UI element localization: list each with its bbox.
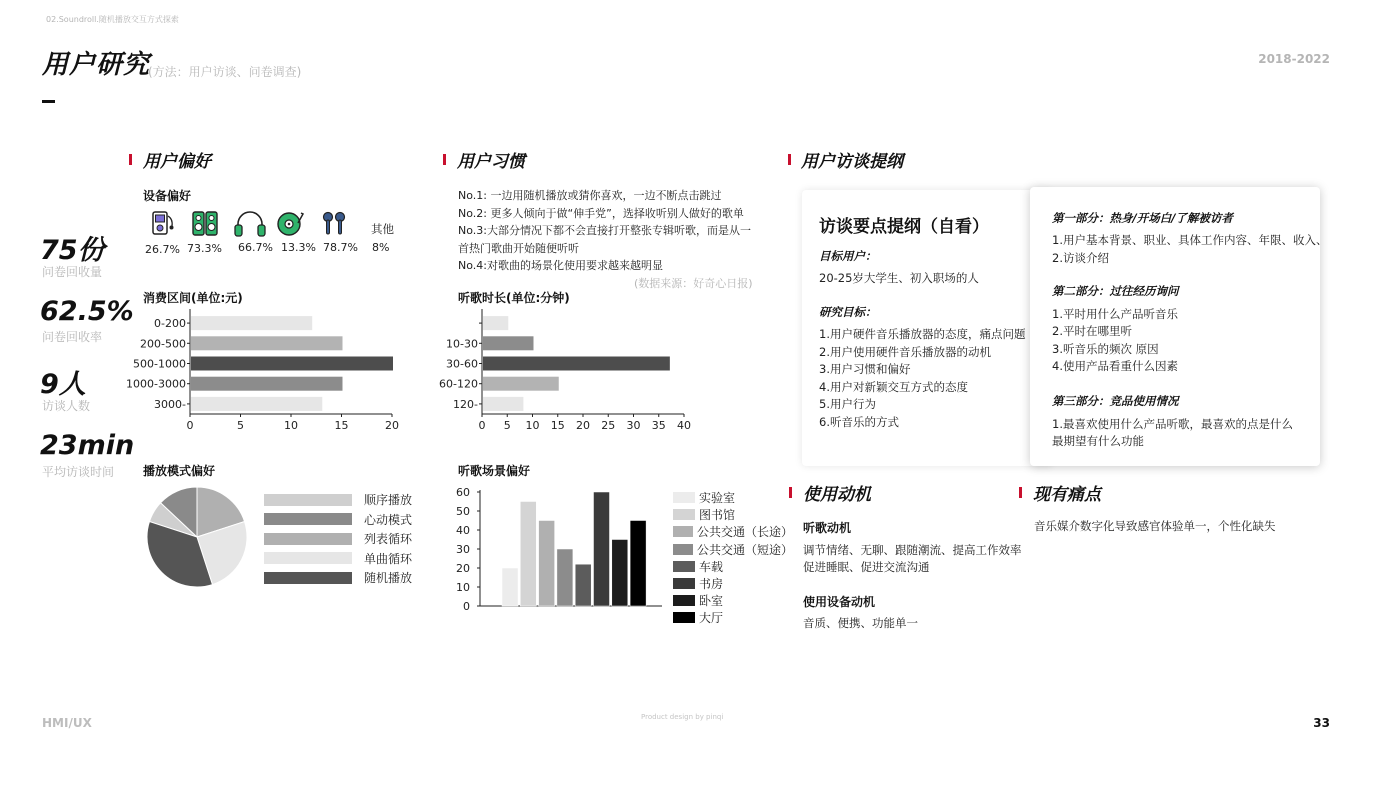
breadcrumb: 02.Soundroll.随机播放交互方式探索 (46, 15, 179, 24)
research-goal: 4.用户对新颖交互方式的态度 (819, 380, 968, 394)
playmode-pie-chart (146, 486, 248, 588)
section-marker (1019, 487, 1022, 498)
stat-interviewees-label: 访谈人数 (42, 399, 91, 413)
tick-label: 35 (651, 419, 666, 432)
legend-swatch (264, 552, 352, 564)
habit-line: No.2: 更多人倾向于做“伸手党”，选择收听别人做好的歌单 (458, 207, 744, 220)
legend-label: 车载 (699, 559, 724, 574)
tick-label: 500-1000 (133, 357, 186, 371)
section-marker (788, 154, 791, 165)
legend-swatch (264, 513, 352, 525)
tick-label: 0 (463, 600, 470, 613)
legend-item (264, 569, 424, 586)
spending-chart (120, 308, 410, 432)
bar (630, 521, 646, 607)
tick-label: 30-60 (446, 357, 478, 371)
legend-item (264, 530, 424, 547)
legend-item (264, 491, 424, 508)
tick-label: 40 (677, 419, 691, 432)
part2-line: 2.平时在哪里听 (1052, 324, 1132, 338)
research-goal: 1.用户硬件音乐播放器的态度，痛点问题 (819, 327, 1026, 341)
device-pct-turntable: 13.3% (281, 241, 316, 254)
tick-label: 20 (456, 562, 470, 575)
legend-label: 卧室 (699, 594, 724, 609)
footer-category: HMI/UX (42, 716, 92, 730)
legend-item (673, 523, 793, 540)
bar (502, 568, 518, 606)
legend-item (673, 592, 793, 609)
stat-return-rate: 62.5% (40, 296, 134, 327)
legend-label: 实验室 (699, 491, 736, 505)
scene-chart (446, 482, 666, 614)
page-number: 33 (1313, 716, 1330, 730)
bar (191, 336, 343, 350)
device-pct-speaker: 73.3% (187, 242, 222, 255)
page-subtitle: (方法：用户访谈、问卷调查) (148, 65, 302, 79)
year-range: 2018-2022 (1258, 52, 1330, 66)
bar (483, 357, 670, 371)
tick-label: 20 (576, 419, 590, 432)
part1-title: 第一部分：热身/开场白/了解被访者 (1052, 211, 1233, 225)
legend-swatch (673, 578, 695, 589)
interview-card-title: 访谈要点提纲（自看） (819, 217, 989, 237)
listen-motivation-line: 调节情绪、无聊、跟随潮流、提高工作效率 (803, 543, 1022, 557)
speaker-icon (191, 210, 219, 238)
legend-label: 图书馆 (699, 508, 736, 523)
stat-return-rate-label: 问卷回收率 (42, 330, 103, 344)
legend-item (673, 609, 793, 626)
legend-swatch (673, 526, 693, 537)
legend-label: 随机播放 (364, 571, 413, 586)
tick-label: 5 (503, 419, 511, 432)
stat-questionnaire-count: 75份 (40, 235, 105, 266)
bar (483, 377, 559, 391)
section-title-interview: 用户访谈提纲 (801, 152, 903, 172)
legend-label: 书房 (699, 577, 724, 591)
listen-motivation-heading: 听歌动机 (803, 521, 852, 535)
section-marker (789, 487, 792, 498)
bar (483, 397, 523, 411)
legend-item (673, 489, 793, 506)
device-other-label: 其他 (371, 222, 394, 236)
legend-item (264, 511, 424, 528)
part3-line: 1.最喜欢使用什么产品听歌，最喜欢的点是什么 (1052, 417, 1293, 431)
habit-line: 首热门歌曲开始随便听听 (458, 242, 579, 255)
tick-label: 40 (456, 524, 470, 537)
section-marker (443, 154, 446, 165)
tick-label: 10 (525, 419, 540, 432)
tick-label: 60 (456, 486, 470, 499)
tick-label: 1000-3000 (126, 377, 186, 391)
tick-label: 0 (186, 419, 194, 432)
section-title-habits: 用户习惯 (457, 152, 525, 172)
bar (557, 549, 573, 606)
target-user-text: 20-25岁大学生、初入职场的人 (819, 271, 979, 285)
turntable-icon (276, 210, 306, 238)
title-underline (42, 100, 55, 103)
legend-label: 公共交通（长途） (696, 525, 793, 540)
earbuds-icon (321, 210, 347, 238)
research-goal: 3.用户习惯和偏好 (819, 362, 911, 376)
tick-label: 30 (626, 419, 641, 432)
research-goal: 2.用户使用硬件音乐播放器的动机 (819, 345, 991, 359)
interview-parts-card (1030, 187, 1328, 466)
tick-label: 120- (453, 397, 478, 411)
mp3-player-icon (150, 210, 176, 238)
stat-questionnaire-count-label: 问卷回收量 (42, 265, 103, 279)
part1-line: 2.访谈介绍 (1052, 251, 1109, 265)
part3-title: 第三部分：竞品使用情况 (1052, 394, 1179, 408)
tick-label: 50 (456, 505, 470, 518)
legend-label: 心动模式 (364, 512, 413, 527)
tick-label: 25 (601, 419, 616, 432)
section-title-motivation: 使用动机 (803, 485, 871, 505)
tick-label: 200-500 (140, 337, 186, 351)
legend-swatch (673, 612, 695, 623)
legend-swatch (673, 544, 693, 555)
device-pct-other: 8% (372, 241, 390, 254)
legend-item (673, 575, 793, 592)
target-user-label: 目标用户： (819, 249, 877, 263)
legend-label: 公共交通（短途） (696, 542, 793, 557)
duration-chart (436, 308, 698, 432)
page-title: 用户研究 (42, 50, 151, 80)
tick-label: 20 (385, 419, 399, 432)
legend-swatch (264, 494, 352, 506)
part1-line: 1.用户基本背景、职业、具体工作内容、年限、收入、 (1052, 233, 1328, 247)
section-title-preference: 用户偏好 (143, 152, 211, 172)
legend-swatch (673, 595, 695, 606)
tick-label: 60-120 (439, 377, 478, 391)
bar (539, 521, 555, 607)
habit-line: No.3:大部分情况下都不会直接打开整张专辑听歌，而是从一 (458, 224, 751, 237)
bar (191, 397, 322, 411)
habit-line: No.1: 一边用随机播放或猜你喜欢，一边不断点击跳过 (458, 189, 722, 202)
tick-label: 10 (284, 419, 298, 432)
stat-interviewees: 9人 (40, 369, 86, 400)
habit-line: No.4:对歌曲的场景化使用要求越来越明显 (458, 259, 663, 272)
tick-label: 15 (550, 419, 565, 432)
tick-label: 15 (334, 419, 349, 432)
data-source-note: (数据来源：好奇心日报) (634, 277, 753, 290)
tick-label: 0 (478, 419, 486, 432)
spending-chart-title: 消费区间(单位:元) (143, 291, 243, 305)
headphones-icon (233, 210, 267, 238)
tick-label: 30 (456, 543, 470, 556)
part2-line: 4.使用产品看重什么因素 (1052, 359, 1178, 373)
tick-label: 3000- (154, 397, 186, 411)
device-motivation-text: 音质、便携、功能单一 (803, 616, 918, 630)
interview-points-card (802, 190, 1052, 466)
tick-label: 10-30 (446, 337, 478, 351)
playmode-chart-title: 播放模式偏好 (143, 464, 216, 478)
legend-swatch (673, 492, 695, 503)
listen-motivation-line: 促进睡眠、促进交流沟通 (803, 560, 930, 574)
research-goal: 5.用户行为 (819, 397, 876, 411)
bar (191, 316, 312, 330)
tick-label: 5 (237, 419, 244, 432)
tick-label: 10 (456, 581, 470, 594)
part3-line: 最期望有什么功能 (1052, 434, 1144, 448)
bar (575, 564, 591, 606)
legend-item (673, 506, 793, 523)
part2-line: 3.听音乐的频次 原因 (1052, 342, 1159, 356)
pain-point-text: 音乐媒介数字化导致感官体验单一，个性化缺失 (1034, 519, 1276, 533)
bar (191, 377, 343, 391)
bar (594, 492, 610, 606)
part2-title: 第二部分：过往经历询问 (1052, 284, 1179, 298)
device-pct-headphones: 66.7% (238, 241, 273, 254)
stat-avg-time: 23min (40, 430, 135, 461)
bar (520, 502, 536, 607)
scene-chart-title: 听歌场景偏好 (458, 464, 531, 478)
device-preference-heading: 设备偏好 (143, 189, 192, 203)
section-marker (129, 154, 132, 165)
bar (483, 316, 508, 330)
bar (483, 336, 534, 350)
bar (191, 357, 393, 371)
legend-swatch (264, 572, 352, 584)
legend-label: 列表循环 (364, 532, 413, 547)
part2-line: 1.平时用什么产品听音乐 (1052, 307, 1178, 321)
legend-label: 单曲循环 (364, 551, 413, 566)
legend-item (673, 541, 793, 558)
legend-swatch (673, 509, 695, 520)
device-pct-mp3: 26.7% (145, 243, 180, 256)
tick-label: 0-200 (154, 317, 186, 331)
section-title-pain: 现有痛点 (1033, 485, 1101, 505)
legend-item (264, 550, 424, 567)
device-motivation-heading: 使用设备动机 (803, 595, 876, 609)
legend-item (673, 558, 793, 575)
footer-credit: Product design by pinqi (641, 713, 724, 721)
bar (612, 540, 628, 607)
legend-label: 顺序播放 (364, 493, 413, 507)
device-pct-earbuds: 78.7% (323, 241, 358, 254)
stat-avg-time-label: 平均访谈时间 (42, 465, 115, 479)
research-goal: 6.听音乐的方式 (819, 415, 899, 429)
legend-label: 大厅 (699, 611, 724, 626)
legend-swatch (673, 561, 695, 572)
research-goal-label: 研究目标： (819, 305, 877, 319)
legend-swatch (264, 533, 352, 545)
duration-chart-title: 听歌时长(单位:分钟) (458, 291, 570, 305)
